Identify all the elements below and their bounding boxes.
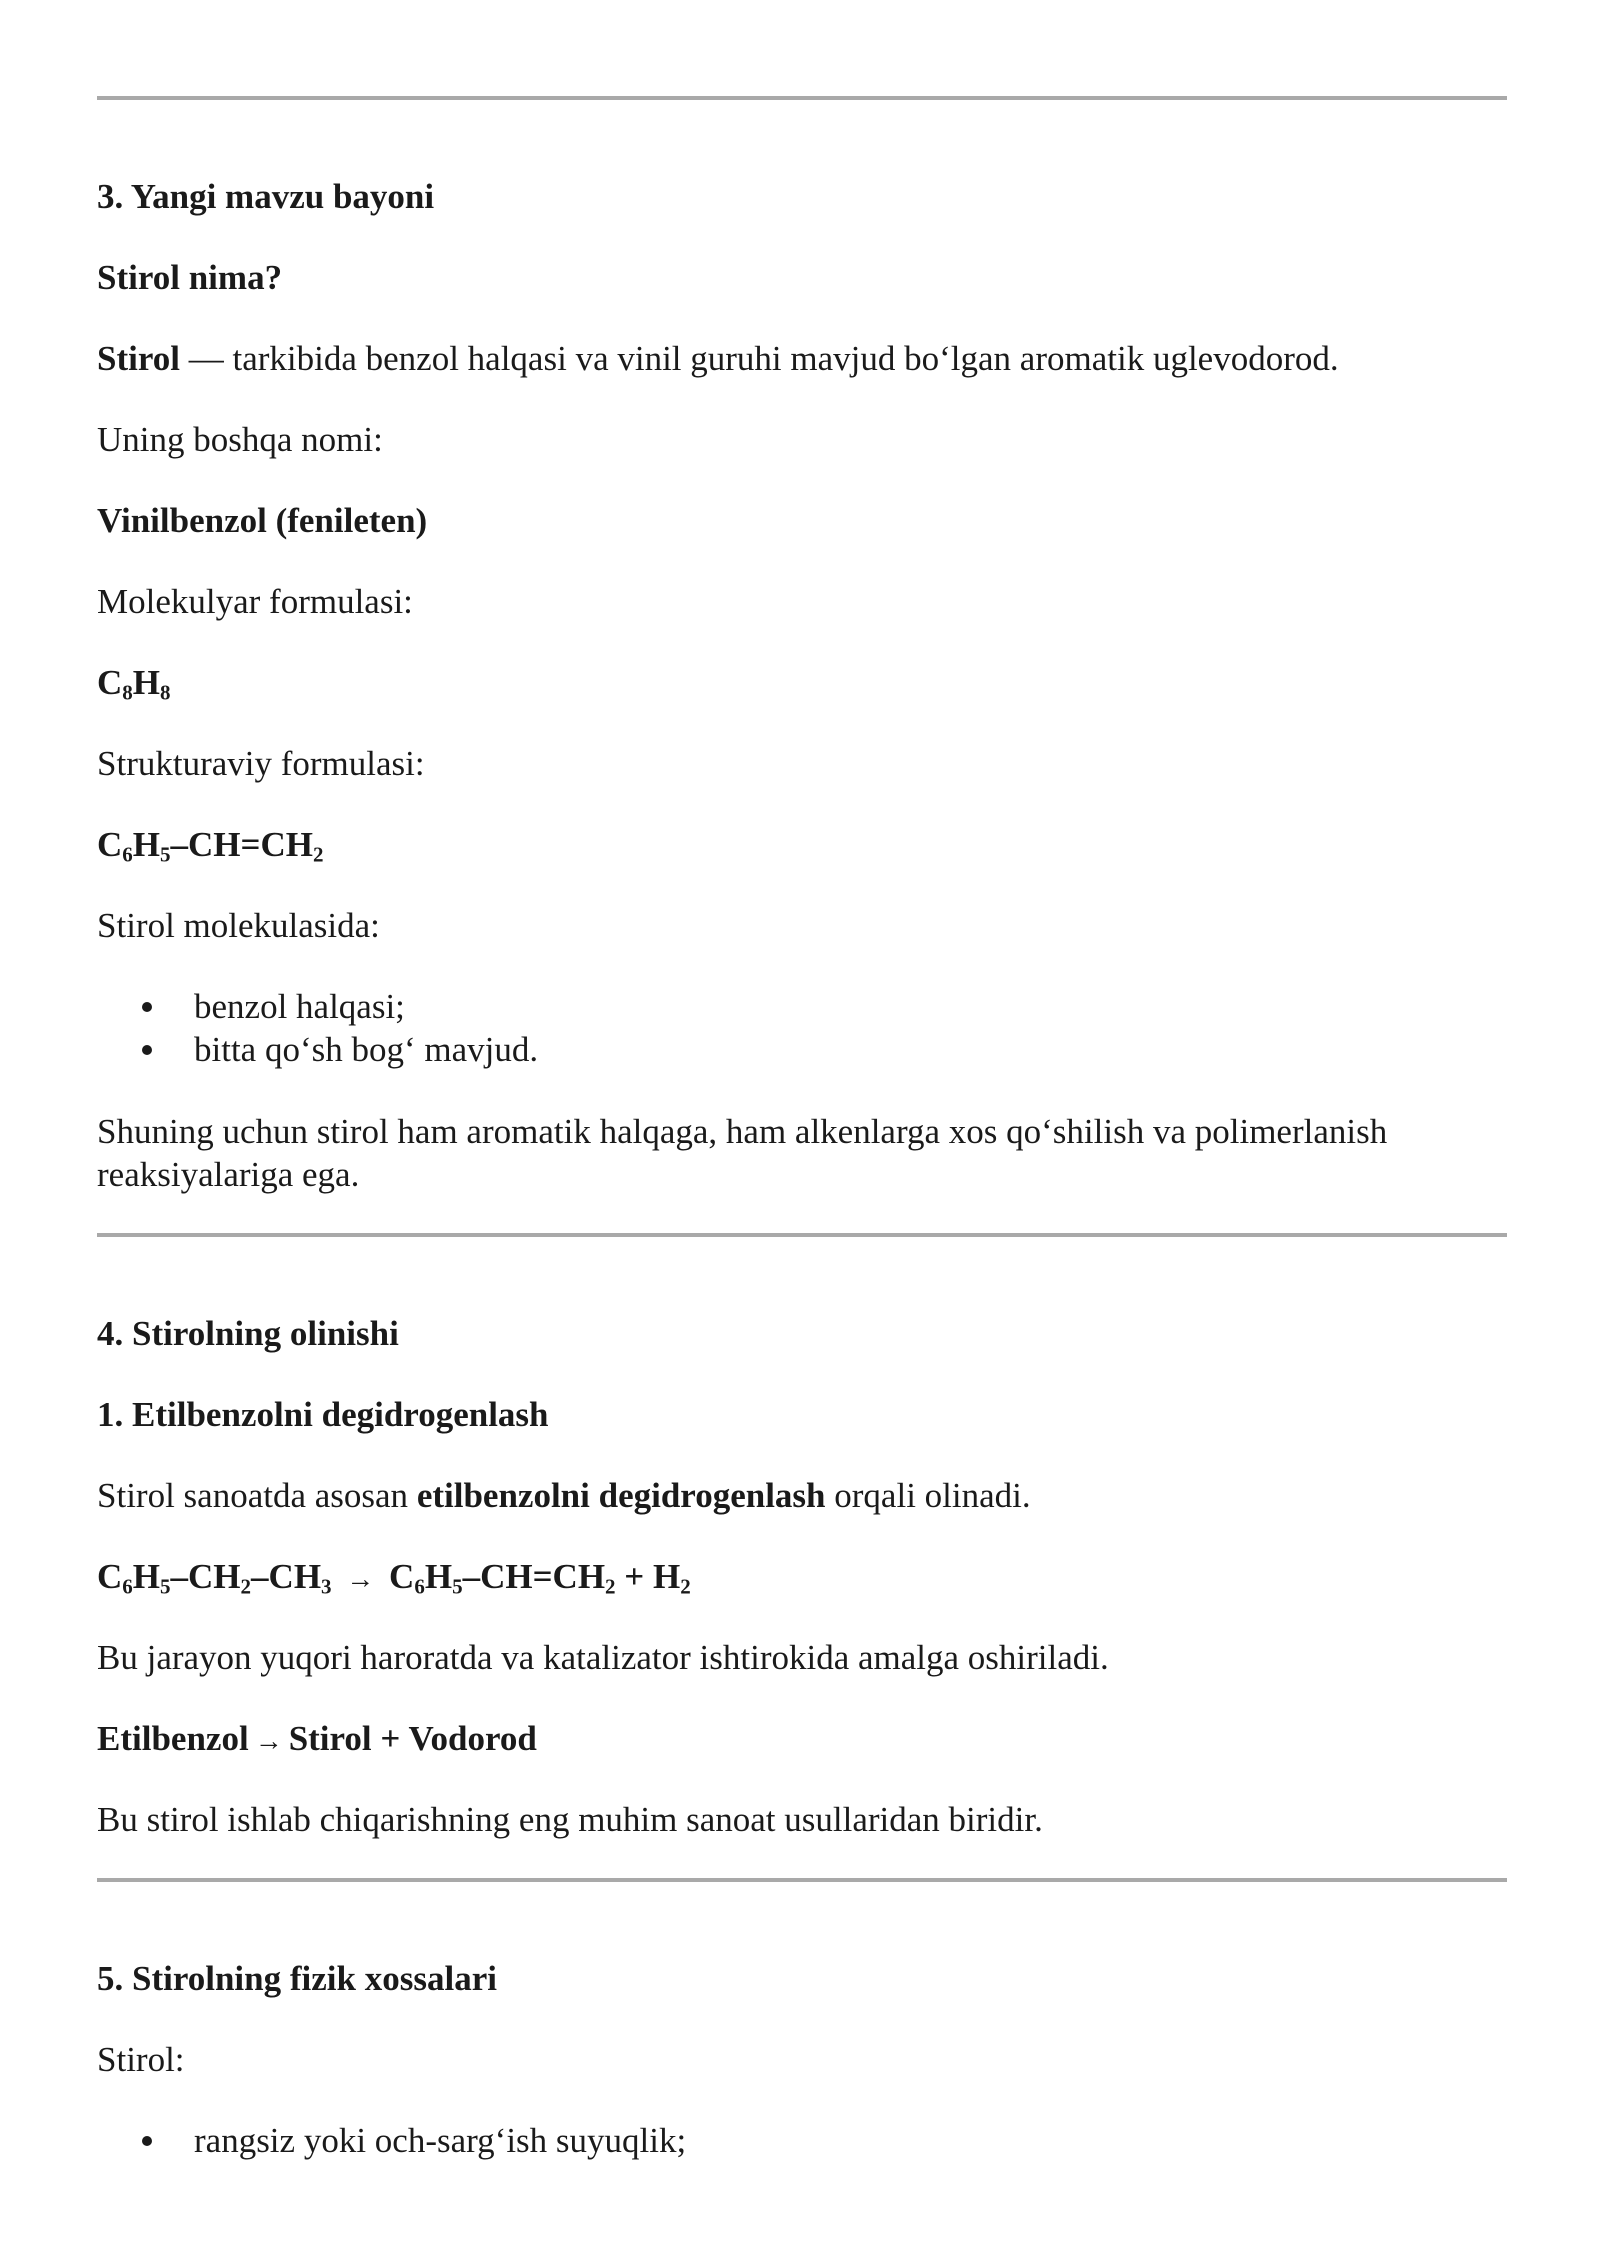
word-equation: Etilbenzol → Stirol + Vodorod: [97, 1717, 1507, 1764]
divider-top: [97, 96, 1507, 100]
section-4-closing: Bu stirol ishlab chiqarishning eng muhim sanoat usullaridan biridir.: [97, 1800, 1043, 1839]
physical-properties-list: [97, 2119, 686, 2162]
list-item: rangsiz yoki och-sarg‘ish suyuqlik;: [97, 2119, 686, 2162]
definition-paragraph: [97, 337, 1507, 381]
list-item: bitta qo‘sh bog‘ mavjud.: [97, 1028, 538, 1071]
section-3-subheading: Stirol nima?: [97, 258, 283, 297]
section-4-subheading: 1. Etilbenzolni degidrogenlash: [97, 1395, 549, 1434]
structural-formula-label: Strukturaviy formulasi:: [97, 744, 425, 783]
arrow-icon: →: [346, 1564, 375, 1595]
other-name-label: Uning boshqa nomi:: [97, 420, 383, 459]
reaction-equation: $C_6H_5-CH_2-CH_3 \to C_6H_5-CH=CH_2 + H_2$: [97, 1555, 1507, 1602]
bullet-icon: [142, 1045, 152, 1055]
other-name: Vinilbenzol (fenileten): [97, 501, 428, 540]
divider-section-4: [97, 1233, 1507, 1237]
bullet-icon: [142, 1002, 152, 1012]
definition-text: — tarkibida benzol halqasi va vinil guruhi mavjud bo‘lgan aromatik uglevodorod.: [179, 339, 1339, 378]
molecule-feature-list: [97, 985, 538, 1071]
molecular-formula: $C_8H_8$: [97, 663, 171, 705]
section-3-conclusion: Shuning uchun stirol ham aromatik halqaga, ham alkenlarga xos qo‘shilish va polimerlanish reaksiyalariga ega.: [97, 1112, 1388, 1194]
section-5-intro: Stirol:: [97, 2040, 185, 2079]
arrow-icon: →: [254, 1726, 283, 1757]
definition-term: Stirol: [97, 339, 180, 378]
section-4-heading: 4. Stirolning olinishi: [97, 1314, 399, 1353]
reaction-conditions: Bu jarayon yuqori haroratda va katalizator ishtirokida amalga oshiriladi.: [97, 1638, 1109, 1677]
bullet-icon: [142, 2136, 152, 2146]
section-3-heading: 3. Yangi mavzu bayoni: [97, 177, 435, 216]
section-5-heading: 5. Stirolning fizik xossalari: [97, 1959, 497, 1998]
production-method: etilbenzolni degidrogenlash: [416, 1476, 826, 1515]
structural-formula: $C_6H_5-CH=CH_2$: [97, 825, 324, 867]
list-item: benzol halqasi;: [97, 985, 538, 1028]
production-intro: Stirol sanoatda asosan etilbenzolni degidrogenlash orqali olinadi.: [97, 1476, 1031, 1515]
molecule-intro: Stirol molekulasida:: [97, 906, 380, 945]
molecular-formula-label: Molekulyar formulasi:: [97, 582, 413, 621]
divider-section-5: [97, 1878, 1507, 1882]
